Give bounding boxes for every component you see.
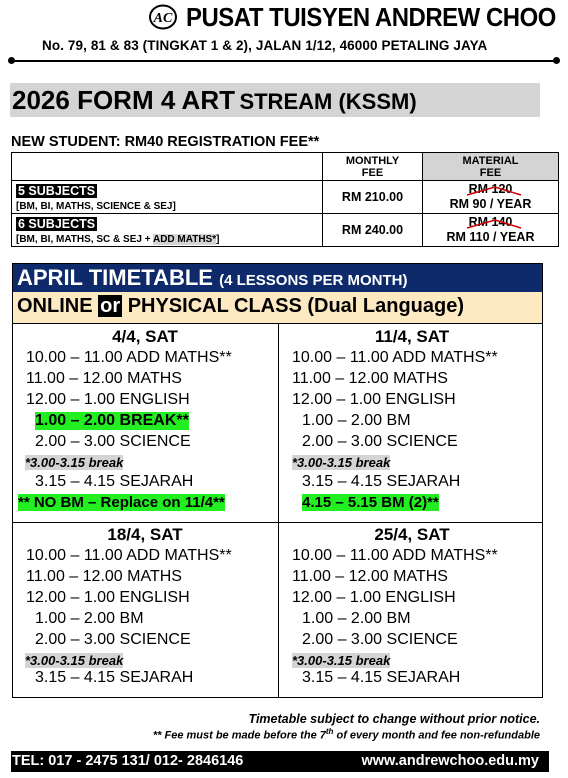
lesson-row: 12.00 – 1.00 ENGLISH	[26, 391, 190, 408]
old-material-fee	[469, 182, 513, 197]
lesson-row: 11.00 – 12.00 MATHS	[292, 370, 448, 387]
short-break: *3.00-3.15 break	[25, 653, 124, 668]
package-subjects-text: [BM, BI, MATHS, SC & SEJ +	[16, 233, 153, 245]
timetable-change-notice: Timetable subject to change without prior notice.	[248, 712, 540, 726]
old-material-fee-text: RM 120	[468, 182, 513, 196]
fee-table-header	[12, 153, 559, 181]
monthly-fee-header-line2: FEE	[361, 166, 384, 179]
fee-row	[12, 214, 559, 247]
class-mode-band	[13, 292, 542, 324]
package-name: 6 SUBJECTS	[18, 216, 96, 231]
package-subjects-close: ]	[216, 233, 220, 245]
monthly-fee-header	[323, 153, 423, 181]
page-title	[12, 85, 417, 116]
timetable-heading-text: APRIL TIMETABLE	[17, 265, 213, 290]
lesson-row: 3.15 – 4.15 SEJARAH	[302, 669, 461, 686]
fee-header-blank	[12, 153, 323, 181]
fee-subjects-cell	[12, 181, 323, 214]
lesson-row: 12.00 – 1.00 ENGLISH	[292, 391, 456, 408]
day-date: 11/4, SAT	[374, 327, 450, 346]
lesson-row-break-highlight: 1.00 – 2.00 BREAK**	[35, 412, 189, 429]
lesson-row: 1.00 – 2.00 BM	[302, 412, 411, 429]
short-break: *3.00-3.15 break	[292, 455, 391, 470]
phone-numbers: TEL: 017 - 2475 131/ 012- 2846146	[12, 753, 244, 769]
day-date: 18/4, SAT	[107, 525, 183, 544]
new-material-fee: RM 110 / YEAR	[446, 230, 535, 244]
timetable-heading-sub: (4 LESSONS PER MONTH)	[219, 272, 408, 289]
website-link[interactable]: www.andrewchoo.edu.my	[361, 753, 539, 769]
centre-address: No. 79, 81 & 83 (TINGKAT 1 & 2), JALAN 1/12, 46000 PETALING JAYA	[42, 38, 488, 53]
lesson-row: 11.00 – 12.00 MATHS	[292, 568, 448, 585]
mode-online: ONLINE	[17, 295, 93, 317]
timetable-row-divider	[12, 522, 543, 523]
fee-subjects-cell	[12, 214, 323, 247]
header-divider	[12, 60, 556, 62]
package-subjects: [BM, BI, MATHS, SCIENCE & SEJ]	[16, 200, 176, 212]
old-material-fee-text: RM 140	[468, 215, 513, 229]
strike-mark	[465, 216, 525, 230]
fee-payment-notice	[153, 727, 540, 742]
monthly-fee: RM 240.00	[323, 214, 423, 247]
lesson-row: 10.00 – 11.00 ADD MATHS**	[26, 349, 232, 366]
lesson-row: 12.00 – 1.00 ENGLISH	[26, 589, 190, 606]
divider-dot-left	[8, 57, 15, 64]
lesson-row: 11.00 – 12.00 MATHS	[26, 568, 182, 585]
monthly-fee-header-line1: MONTHLY	[345, 154, 400, 167]
fee-notice-sup: th	[325, 727, 334, 736]
lesson-row: 3.15 – 4.15 SEJARAH	[35, 473, 194, 490]
lesson-row: 2.00 – 3.00 SCIENCE	[302, 433, 458, 450]
material-fee-cell	[423, 181, 559, 214]
fee-table	[11, 152, 559, 247]
package-name: 5 SUBJECTS	[18, 183, 96, 198]
lesson-row: 2.00 – 3.00 SCIENCE	[302, 631, 458, 648]
material-fee-cell	[423, 214, 559, 247]
package-subjects	[16, 233, 322, 246]
lesson-row: 1.00 – 2.00 BM	[302, 610, 411, 627]
lesson-row: 10.00 – 11.00 ADD MATHS**	[26, 547, 232, 564]
monthly-fee: RM 210.00	[323, 181, 423, 214]
lesson-row: 3.15 – 4.15 SEJARAH	[302, 473, 461, 490]
mode-physical: PHYSICAL CLASS (Dual Language)	[127, 295, 465, 317]
timetable-heading-band	[13, 264, 542, 292]
timetable-heading	[17, 265, 407, 291]
short-break: *3.00-3.15 break	[25, 455, 124, 470]
fee-row	[12, 181, 559, 214]
lesson-row: 2.00 – 3.00 SCIENCE	[35, 631, 191, 648]
registration-fee-note: NEW STUDENT: RM40 REGISTRATION FEE**	[11, 134, 320, 150]
day-date: 4/4, SAT	[112, 327, 178, 346]
timetable-column-divider	[278, 324, 279, 698]
centre-name: PUSAT TUISYEN ANDREW CHOO	[186, 2, 556, 32]
title-sub: STREAM (KSSM)	[239, 89, 417, 114]
lesson-row: 1.00 – 2.00 BM	[35, 610, 144, 627]
lesson-row: 10.00 – 11.00 ADD MATHS**	[292, 547, 498, 564]
divider-dot-right	[553, 57, 560, 64]
lesson-row: 3.15 – 4.15 SEJARAH	[35, 669, 194, 686]
package-subjects-extra: ADD MATHS*	[152, 233, 217, 245]
day-date: 25/4, SAT	[374, 525, 450, 544]
material-fee-header	[423, 153, 559, 181]
lesson-row: 11.00 – 12.00 MATHS	[26, 370, 182, 387]
lesson-row: 10.00 – 11.00 ADD MATHS**	[292, 349, 498, 366]
no-bm-notice: ** NO BM – Replace on 11/4**	[18, 494, 225, 511]
new-material-fee: RM 90 / YEAR	[449, 197, 532, 211]
class-mode	[17, 295, 464, 318]
lesson-row: 2.00 – 3.00 SCIENCE	[35, 433, 191, 450]
title-main: 2026 FORM 4 ART	[12, 85, 235, 115]
old-material-fee	[469, 215, 513, 230]
contact-bar	[11, 751, 549, 772]
material-fee-header-line1: MATERIAL	[462, 154, 519, 167]
logo-text: AC	[153, 11, 173, 26]
short-break: *3.00-3.15 break	[292, 653, 391, 668]
bm-replacement-lesson: 4.15 – 5.15 BM (2)**	[302, 494, 439, 511]
fee-notice-text: ** Fee must be made before the 7	[152, 729, 326, 742]
material-fee-header-line2: FEE	[479, 166, 502, 179]
centre-logo	[148, 4, 178, 30]
strike-mark	[465, 183, 525, 197]
mode-or: or	[100, 295, 121, 317]
lesson-row: 12.00 – 1.00 ENGLISH	[292, 589, 456, 606]
fee-notice-text-end: of every month and fee non-refundable	[333, 729, 540, 742]
